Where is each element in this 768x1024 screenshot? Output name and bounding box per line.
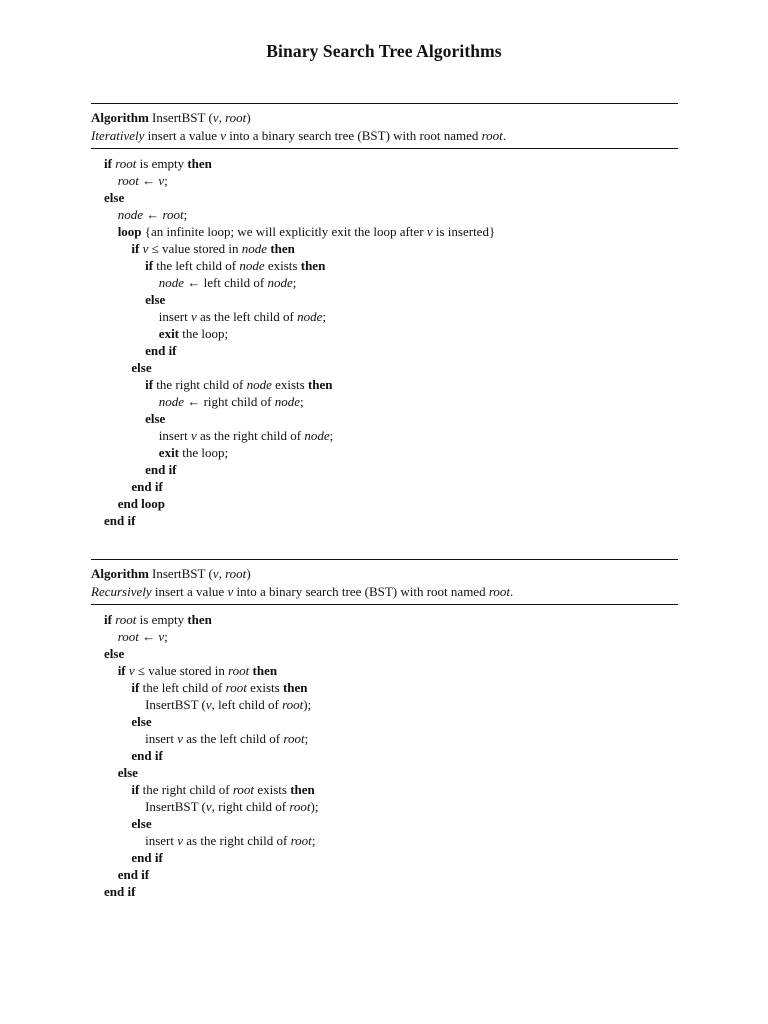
variable-token: root — [225, 110, 247, 125]
text-token: the right child of — [153, 377, 247, 392]
keyword-token: if — [117, 663, 126, 678]
variable-token: node — [246, 377, 272, 392]
keyword-token: end if — [104, 513, 136, 528]
text-token: , — [218, 110, 226, 125]
variable-token: Recursively — [91, 584, 152, 599]
text-token: ; — [183, 207, 188, 222]
variable-token: node — [267, 275, 293, 290]
variable-token: v — [190, 428, 197, 443]
code-line — [91, 679, 678, 696]
code-line — [91, 427, 678, 444]
keyword-token: if — [131, 241, 140, 256]
text-token: is empty — [136, 156, 188, 171]
variable-token: root — [289, 799, 311, 814]
variable-token: root — [225, 566, 247, 581]
keyword-token: end if — [104, 884, 136, 899]
text-token: ; — [304, 731, 309, 746]
code-line — [91, 393, 678, 410]
variable-token: Iteratively — [91, 128, 145, 143]
text-token: ← — [138, 173, 159, 188]
keyword-token: then — [187, 612, 212, 627]
code-line — [91, 274, 678, 291]
keyword-token: end loop — [117, 496, 166, 511]
code-line — [91, 325, 678, 342]
text-token: insert — [158, 428, 191, 443]
text-token: , — [218, 566, 226, 581]
keyword-token: exit — [158, 326, 180, 341]
text-token: ← right child of — [184, 394, 275, 409]
keyword-token: else — [145, 411, 166, 426]
text-token: insert a value — [144, 128, 221, 143]
variable-token: node — [239, 258, 265, 273]
variable-token: node — [304, 428, 330, 443]
code-line — [91, 155, 678, 172]
variable-token: root — [228, 663, 250, 678]
keyword-token: else — [104, 646, 125, 661]
variable-token: v — [158, 173, 165, 188]
signature-text — [152, 110, 251, 125]
algorithm-keyword: Algorithm — [91, 566, 149, 581]
text-token: ← — [138, 629, 159, 644]
code-line — [91, 223, 678, 240]
text-token: ) — [246, 110, 251, 125]
code-line — [91, 815, 678, 832]
text-token: , right child of — [211, 799, 290, 814]
variable-token: root — [225, 680, 247, 695]
text-token: ; — [322, 309, 326, 324]
signature-text — [152, 566, 251, 581]
variable-token: root — [283, 731, 305, 746]
algorithm-description — [91, 583, 678, 601]
text-token: ← — [142, 207, 163, 222]
variable-token: v — [128, 663, 135, 678]
algorithm-keyword: Algorithm — [91, 110, 149, 125]
code-line — [91, 461, 678, 478]
text-token: exists — [271, 377, 308, 392]
keyword-token: end if — [145, 462, 177, 477]
keyword-token: exit — [158, 445, 180, 460]
code-line — [91, 206, 678, 223]
header-rule — [91, 148, 678, 149]
algorithm-header — [91, 560, 678, 604]
keyword-token: else — [145, 292, 166, 307]
text-token: ); — [310, 799, 319, 814]
keyword-token: if — [104, 612, 112, 627]
code-line — [91, 359, 678, 376]
variable-token: node — [158, 394, 185, 409]
keyword-token: else — [117, 765, 138, 780]
variable-token: root — [117, 173, 139, 188]
variable-token: node — [297, 309, 323, 324]
keyword-token: if — [104, 156, 112, 171]
text-token: , left child of — [211, 697, 283, 712]
keyword-token: end if — [131, 850, 163, 865]
variable-token: root — [162, 207, 184, 222]
text-token: into a binary search tree (BST) with root named — [233, 584, 489, 599]
keyword-token: then — [187, 156, 212, 171]
code-line — [91, 495, 678, 512]
keyword-token: end if — [117, 867, 150, 882]
variable-token: root — [232, 782, 255, 797]
text-token: ; — [164, 173, 168, 188]
text-token: is inserted} — [432, 224, 496, 239]
text-token: ) — [246, 566, 251, 581]
text-token: the right child of — [139, 782, 233, 797]
code-line — [91, 628, 678, 645]
text-token: ; — [164, 629, 168, 644]
code-line — [91, 291, 678, 308]
text-token: ≤ value stored in — [134, 663, 229, 678]
variable-token: node — [274, 394, 300, 409]
text-token: as the left child of — [196, 309, 298, 324]
pseudocode-body — [91, 611, 678, 900]
variable-token: v — [190, 309, 197, 324]
text-token: into a binary search tree (BST) with root named — [226, 128, 482, 143]
text-token: ); — [303, 697, 312, 712]
code-line — [91, 747, 678, 764]
keyword-token: if — [131, 680, 140, 695]
keyword-token: loop — [117, 224, 142, 239]
algorithm-header — [91, 104, 678, 148]
variable-token: v — [212, 110, 219, 125]
text-token: InsertBST ( — [152, 566, 213, 581]
keyword-token: if — [145, 377, 154, 392]
keyword-token: else — [131, 360, 152, 375]
code-line — [91, 172, 678, 189]
variable-token: v — [177, 833, 184, 848]
text-token: the left child of — [153, 258, 240, 273]
keyword-token: then — [290, 782, 315, 797]
page-title: Binary Search Tree Algorithms — [266, 41, 502, 61]
variable-token: root — [115, 612, 137, 627]
variable-token: v — [142, 241, 149, 256]
code-line — [91, 444, 678, 461]
text-token: the loop; — [179, 326, 229, 341]
text-token: ; — [300, 394, 304, 409]
algorithm-signature — [91, 565, 678, 583]
keyword-token: if — [131, 782, 140, 797]
code-line — [91, 764, 678, 781]
code-line — [91, 832, 678, 849]
variable-token: node — [117, 207, 143, 222]
keyword-token: then — [282, 680, 308, 695]
text-token: InsertBST ( — [152, 110, 213, 125]
variable-token: v — [426, 224, 433, 239]
code-line — [91, 730, 678, 747]
text-token: . — [510, 584, 514, 599]
pseudocode-body — [91, 155, 678, 529]
text-token: as the left child of — [183, 731, 284, 746]
variable-token: root — [117, 629, 139, 644]
variable-token: node — [241, 241, 268, 256]
header-rule — [91, 604, 678, 605]
code-line — [91, 410, 678, 427]
text-token: InsertBST ( — [145, 799, 206, 814]
variable-token: v — [220, 128, 227, 143]
code-line — [91, 713, 678, 730]
text-token: InsertBST ( — [145, 697, 206, 712]
text-token: the left child of — [139, 680, 226, 695]
keyword-token: then — [270, 241, 295, 256]
text-token: the loop; — [179, 445, 229, 460]
variable-token: v — [205, 697, 212, 712]
variable-token: v — [227, 584, 234, 599]
code-line — [91, 611, 678, 628]
algorithm-signature — [91, 109, 678, 127]
code-line — [91, 478, 678, 495]
code-line — [91, 798, 678, 815]
variable-token: node — [158, 275, 185, 290]
code-line — [91, 376, 678, 393]
keyword-token: else — [104, 190, 125, 205]
code-line — [91, 645, 678, 662]
variable-token: root — [115, 156, 137, 171]
text-token: is empty — [136, 612, 188, 627]
keyword-token: else — [131, 816, 152, 831]
text-token: insert a value — [151, 584, 228, 599]
keyword-token: then — [307, 377, 333, 392]
keyword-token: end if — [131, 479, 163, 494]
variable-token: root — [290, 833, 312, 848]
text-token: insert — [145, 731, 178, 746]
variable-token: v — [177, 731, 184, 746]
keyword-token: if — [145, 258, 154, 273]
text-token: as the right child of — [196, 428, 305, 443]
text-token: . — [502, 128, 507, 143]
variable-token: v — [158, 629, 165, 644]
algorithm-block-recursive — [91, 559, 678, 900]
variable-token: root — [481, 128, 503, 143]
code-line — [91, 308, 678, 325]
text-token: exists — [254, 782, 291, 797]
keyword-token: end if — [145, 343, 177, 358]
code-line — [91, 662, 678, 679]
code-line — [91, 696, 678, 713]
code-line — [91, 883, 678, 900]
text-token: {an infinite loop; we will explicitly exit the loop after — [141, 224, 427, 239]
variable-token: v — [212, 566, 219, 581]
text-token: insert — [145, 833, 178, 848]
keyword-token: then — [252, 663, 278, 678]
keyword-token: then — [300, 258, 326, 273]
code-line — [91, 849, 678, 866]
variable-token: root — [488, 584, 511, 599]
text-token: ; — [292, 275, 297, 290]
text-token: ← left child of — [184, 275, 268, 290]
code-line — [91, 866, 678, 883]
code-line — [91, 240, 678, 257]
text-token: insert — [158, 309, 191, 324]
code-line — [91, 512, 678, 529]
text-token: as the right child of — [183, 833, 291, 848]
keyword-token: end if — [131, 748, 163, 763]
algorithm-block-iterative — [91, 103, 678, 529]
text-token: ; — [311, 833, 316, 848]
code-line — [91, 342, 678, 359]
algorithm-description — [91, 127, 678, 145]
keyword-token: else — [131, 714, 152, 729]
text-token: ; — [329, 428, 334, 443]
text-token: exists — [264, 258, 301, 273]
code-line — [91, 257, 678, 274]
code-line — [91, 189, 678, 206]
text-token: exists — [246, 680, 283, 695]
variable-token: root — [282, 697, 304, 712]
code-line — [91, 781, 678, 798]
variable-token: v — [205, 799, 212, 814]
text-token: ≤ value stored in — [148, 241, 242, 256]
